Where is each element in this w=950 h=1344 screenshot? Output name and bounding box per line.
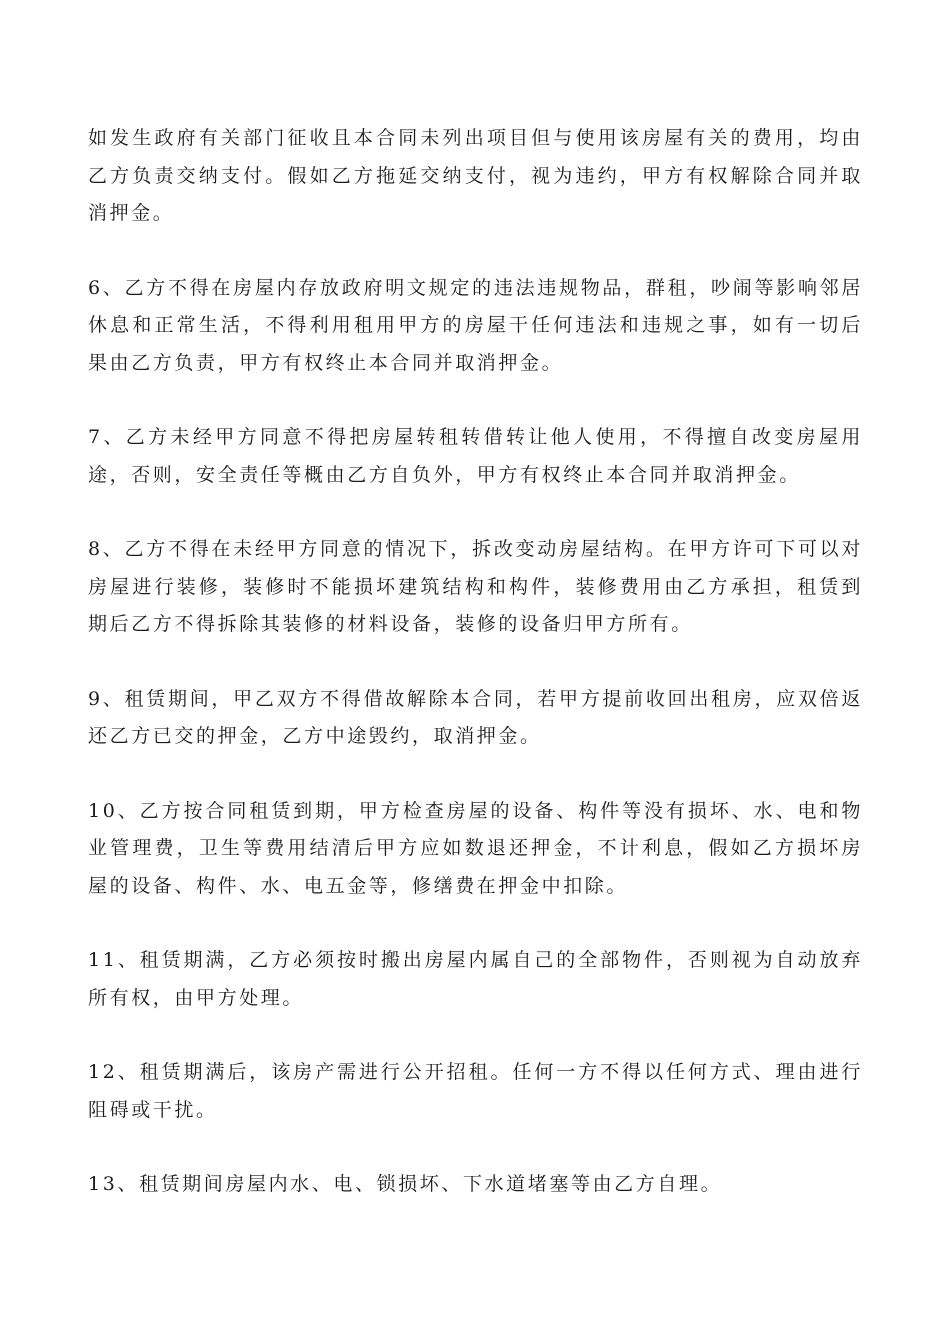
- paragraph-clause-10: 10、乙方按合同租赁到期，甲方检查房屋的设备、构件等没有损坏、水、电和物业管理费，卫生等费用结清后甲方应如数退还押金，不计利息，假如乙方损坏房屋的设备、构件、水、电五金等，修缮费在押金中扣除。: [88, 799, 863, 897]
- paragraph-clause-6: 6、乙方不得在房屋内存放政府明文规定的违法违规物品，群租，吵闹等影响邻居休息和正常生活，不得利用租用甲方的房屋干任何违法和违规之事，如有一切后果由乙方负责，甲方有权终止本合同并取消押金。: [88, 276, 863, 374]
- paragraph-clause-8: 8、乙方不得在未经甲方同意的情况下，拆改变动房屋结构。在甲方许可下可以对房屋进行装修，装修时不能损坏建筑结构和构件，装修费用由乙方承担，租赁到期后乙方不得拆除其装修的材料设备，装修的设备归甲方所有。: [88, 538, 863, 635]
- document-page: [88, 120, 863, 1241]
- paragraph-clause-7: 7、乙方未经甲方同意不得把房屋转租转借转让他人使用，不得擅自改变房屋用途，否则，安全责任等概由乙方自负外，甲方有权终止本合同并取消押金。: [88, 426, 863, 486]
- paragraph-clause-12: 12、租赁期满后，该房产需进行公开招租。任何一方不得以任何方式、理由进行阻碍或干扰。: [88, 1061, 863, 1121]
- paragraph-clause-13: 13、租赁期间房屋内水、电、锁损坏、下水道堵塞等由乙方自理。: [88, 1173, 723, 1195]
- paragraph-clause-9: 9、租赁期间，甲乙双方不得借故解除本合同，若甲方提前收回出租房，应双倍返还乙方已交的押金，乙方中途毁约，取消押金。: [88, 687, 863, 747]
- paragraph-fees: 如发生政府有关部门征收且本合同未列出项目但与使用该房屋有关的费用，均由乙方负责交纳支付。假如乙方拖延交纳支付，视为违约，甲方有权解除合同并取消押金。: [88, 127, 863, 224]
- paragraph-clause-11: 11、租赁期满，乙方必须按时搬出房屋内属自己的全部物件，否则视为自动放弃所有权，由甲方处理。: [88, 949, 863, 1009]
